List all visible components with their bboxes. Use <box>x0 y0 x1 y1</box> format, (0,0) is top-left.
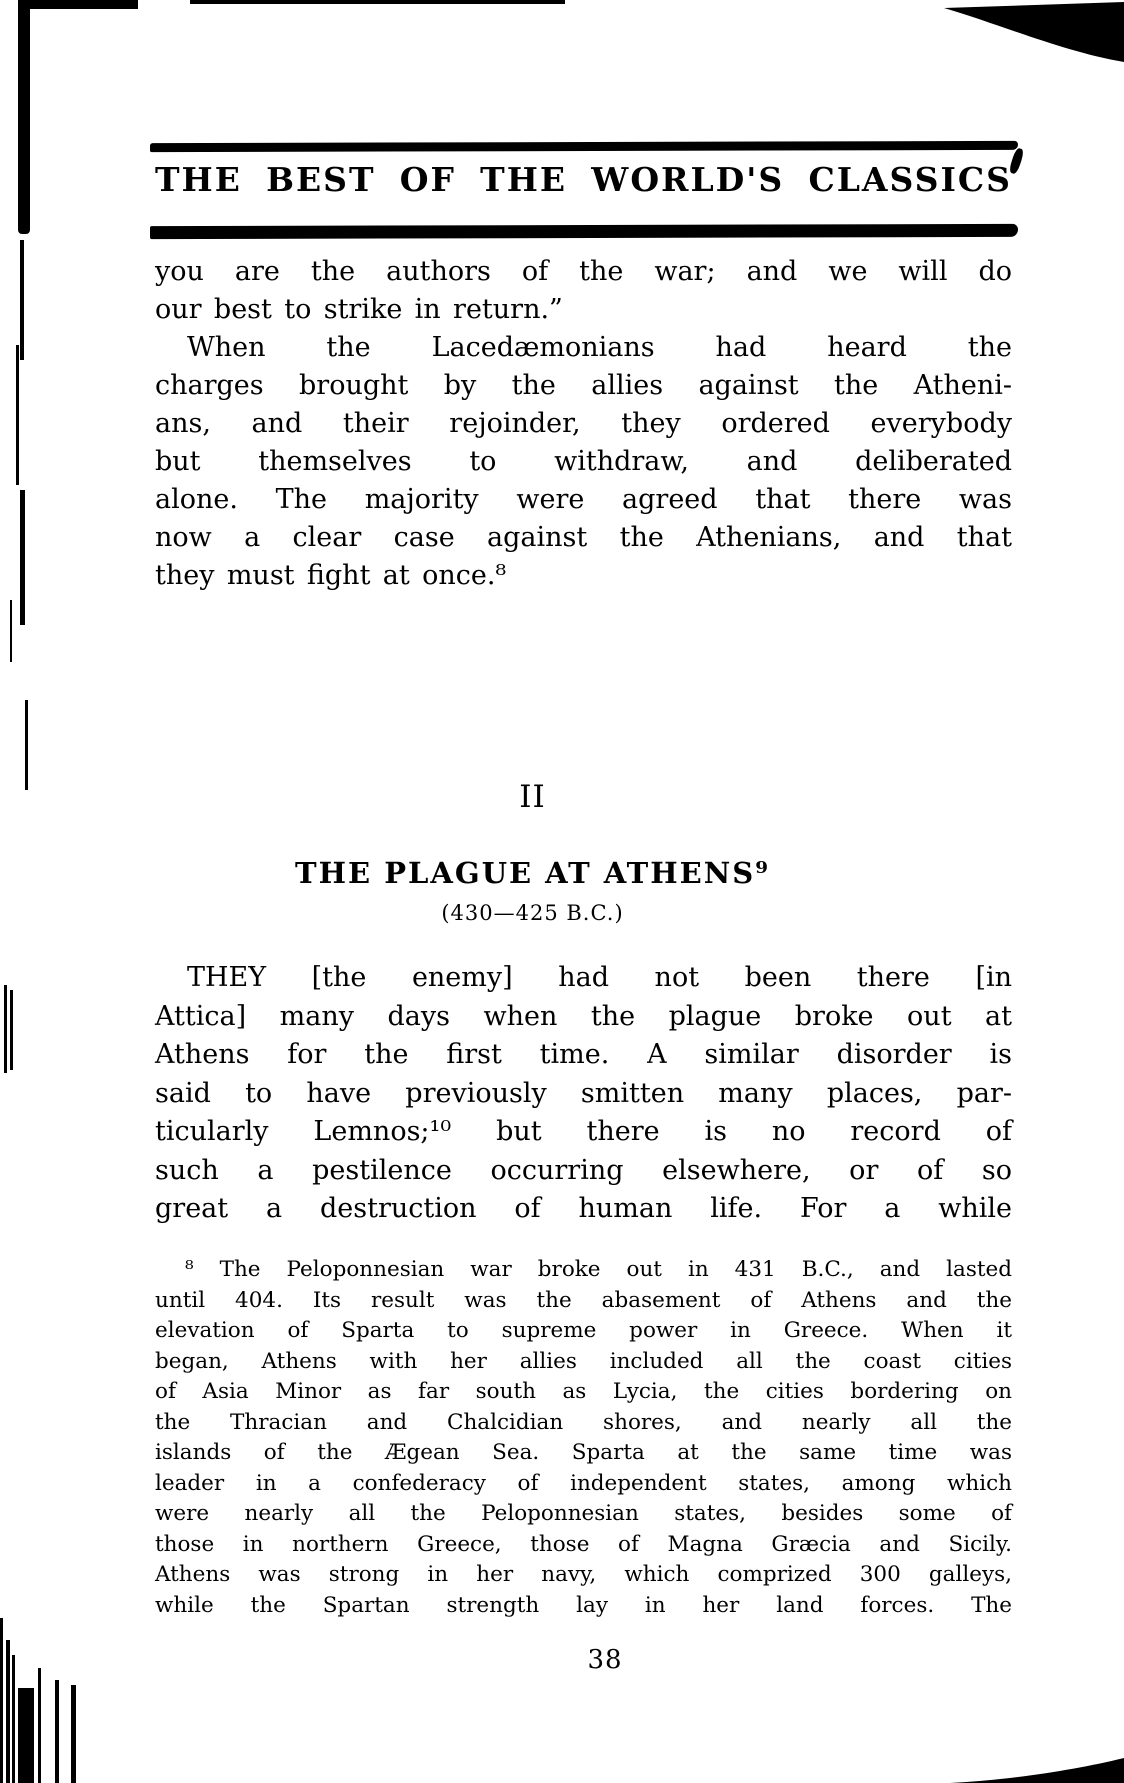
footnote-line: ⁸ The Peloponnesian war broke out in 431 B.C., and lasted <box>185 1257 1012 1282</box>
footnote-line: of Asia Minor as far south as Lycia, the cities bordering on <box>155 1379 1012 1404</box>
text-line: said to have previously smitten many places, par- <box>155 1077 1012 1109</box>
footnote-line: islands of the Ægean Sea. Sparta at the same time was <box>155 1440 1012 1465</box>
footnote-line: leader in a confederacy of independent states, among which <box>155 1470 1012 1496</box>
text-line: Athens for the first time. A similar disorder is <box>155 1039 1012 1070</box>
footnote-line: began, Athens with her allies included all the coast cities <box>155 1348 1012 1374</box>
text-line: charges brought by the allies against the Atheni- <box>155 370 1012 401</box>
footnote <box>155 1255 1012 1621</box>
scan-artifact <box>18 2 30 234</box>
footnote-line: Athens was strong in her navy, which comprized 300 galleys, <box>155 1562 1012 1587</box>
footnote-line: elevation of Sparta to supreme power in Greece. When it <box>155 1318 1012 1343</box>
scan-artifact <box>25 700 28 790</box>
scan-artifact <box>10 600 12 662</box>
text-line: great a destruction of human life. For a while <box>155 1193 1012 1224</box>
scan-artifact <box>10 990 13 1070</box>
text-line: THEY [the enemy] had not been there [in <box>187 962 1012 993</box>
scan-artifact <box>20 240 24 360</box>
footnote-line: until 404. Its result was the abasement of Athens and the <box>155 1287 1012 1313</box>
text-line: Attica] many days when the plague broke out at <box>155 1000 1012 1032</box>
scan-artifact <box>71 1685 76 1783</box>
header-rule-bottom <box>150 224 1018 239</box>
header-rule-top <box>150 141 1018 152</box>
scan-artifact <box>16 345 19 485</box>
footnote-line: while the Spartan strength lay in her land forces. The <box>155 1592 1012 1618</box>
text-line: ticularly Lemnos;¹⁰ but there is no record of <box>155 1116 1012 1147</box>
text-line: you are the authors of the war; and we will do <box>155 256 1012 287</box>
running-title: THE BEST OF THE WORLD'S CLASSICS <box>155 160 1012 199</box>
scan-artifact <box>4 985 7 1073</box>
footnote-line: were nearly all the Peloponnesian states, besides some of <box>155 1501 1012 1526</box>
scan-artifact <box>944 0 1124 70</box>
text-line: When the Lacedæmonians had heard the <box>187 332 1012 363</box>
text-line: but themselves to withdraw, and deliberated <box>155 446 1012 477</box>
body-paragraph <box>155 959 1012 1229</box>
section-date: (430—425 B.C.) <box>441 901 624 925</box>
page-number: 38 <box>587 1645 623 1675</box>
scan-artifact <box>20 490 25 625</box>
scan-artifact <box>18 1688 34 1783</box>
text-line: now a clear case against the Athenians, and that <box>155 522 1012 553</box>
footnote-line: those in northern Greece, those of Magna Græcia and Sicily. <box>155 1531 1012 1557</box>
scan-artifact <box>18 0 138 9</box>
scan-artifact <box>55 1680 59 1783</box>
section-numeral: II <box>519 779 546 815</box>
scan-artifact <box>6 1640 10 1783</box>
scan-artifact <box>950 1752 1124 1783</box>
scan-artifact <box>0 1618 3 1783</box>
footnote-line: the Thracian and Chalcidian shores, and nearly all the <box>155 1409 1012 1435</box>
text-line: alone. The majority were agreed that there was <box>155 484 1012 515</box>
text-line: our best to strike in return.” <box>155 294 563 325</box>
scan-artifact <box>190 0 565 4</box>
section-title: THE PLAGUE AT ATHENS⁹ <box>295 856 770 890</box>
body-paragraphs <box>155 253 1012 595</box>
scan-artifact <box>38 1668 41 1783</box>
text-line: ans, and their rejoinder, they ordered everybody <box>155 408 1012 439</box>
text-line: they must fight at once.⁸ <box>155 560 507 591</box>
text-line: such a pestilence occurring elsewhere, or of so <box>155 1154 1012 1186</box>
scan-artifact <box>12 1655 15 1783</box>
